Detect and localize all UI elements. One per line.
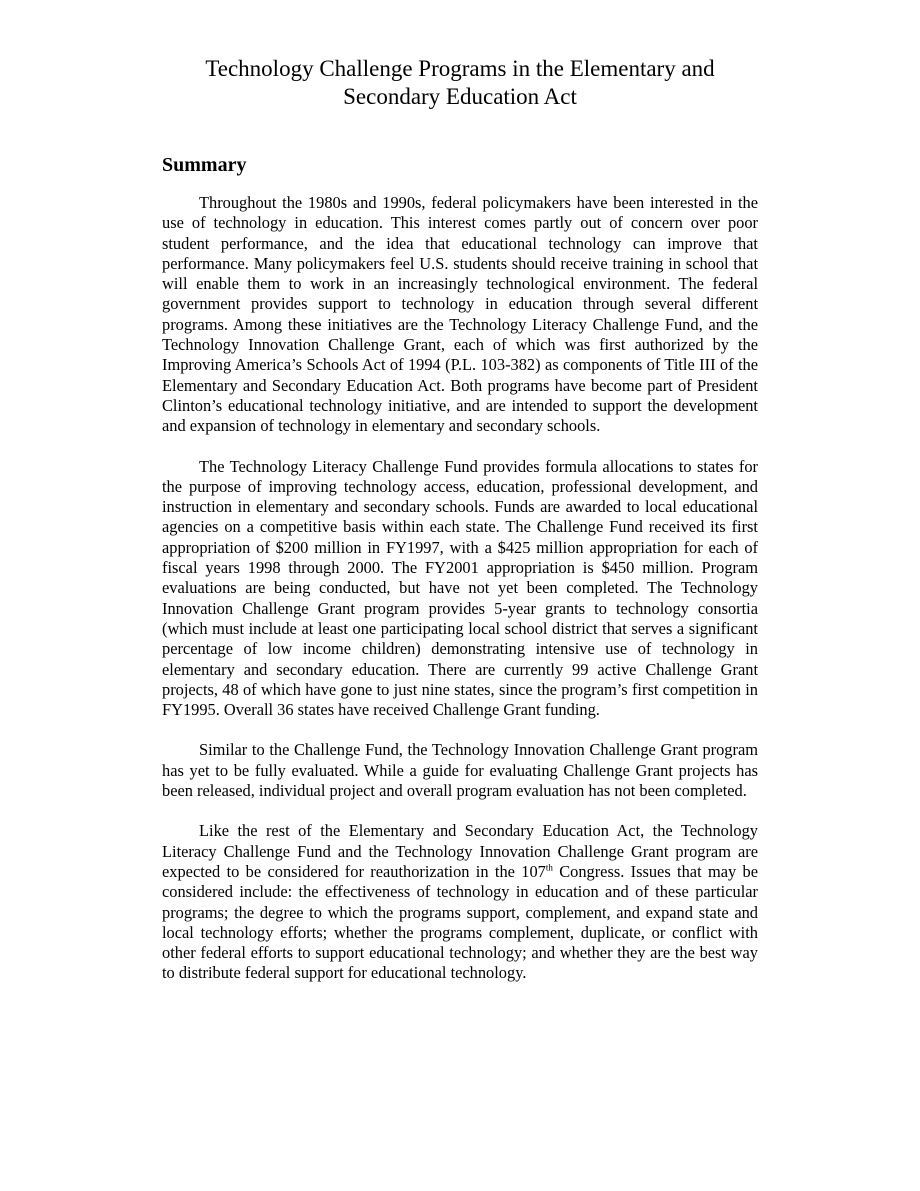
paragraph-4-text-after: Congress. Issues that may be considered include: the effectiveness of technology in education and of these particular programs; the degree to which the programs support, complement, and expand state and local technology efforts; whether the programs complement, duplicate, or conflict with other federal efforts to support educational technology; and whether they are the best way to distribute federal support for educational technology. (162, 861, 758, 983)
summary-paragraph-3: Similar to the Challenge Fund, the Technology Innovation Challenge Grant program has yet to be fully evaluated. While a guide for evaluating Challenge Grant projects has been released, individual project and overall program evaluation has not been completed. (162, 740, 758, 801)
summary-paragraph-2: The Technology Literacy Challenge Fund provides formula allocations to states for the purpose of improving technology access, education, professional development, and instruction in elementary and secondary schools. Funds are awarded to local educational agencies on a competitive basis within each state. The Challenge Fund received its first appropriation of $200 million in FY1997, with a $425 million appropriation for each of fiscal years 1998 through 2000. The FY2001 appropriation is $450 million. Program evaluations are being conducted, but have not yet been completed. The Technology Innovation Challenge Grant program provides 5-year grants to technology consortia (which must include at least one participating local school district that serves a significant percentage of low income children) demonstrating intensive use of technology in elementary and secondary education. There are currently 99 active Challenge Grant projects, 48 of which have gone to just nine states, since the program’s first competition in FY1995. Overall 36 states have received Challenge Grant funding. (162, 456, 758, 720)
document-title-line-2: Secondary Education Act (343, 84, 577, 109)
document-title (162, 55, 758, 111)
section-heading-summary: Summary (162, 154, 247, 176)
summary-paragraph-4 (162, 821, 758, 983)
paragraph-4-text-before: Like the rest of the Elementary and Secondary Education Act, the Technology Literacy Challenge Fund and the Technology Innovation Challenge Grant program are expected to be considered for reauthorization in the 107 (162, 821, 758, 881)
document-page (162, 55, 758, 984)
document-title-line-1: Technology Challenge Programs in the Elementary and (205, 56, 715, 81)
summary-paragraph-1: Throughout the 1980s and 1990s, federal policymakers have been interested in the use of technology in education. This interest comes partly out of concern over poor student performance, and the idea that educational technology can improve that performance. Many policymakers feel U.S. students should receive training in school that will enable them to work in an increasingly technological environment. The federal government provides support to technology in education through several different programs. Among these initiatives are the Technology Literacy Challenge Fund, and the Technology Innovation Challenge Grant, each of which was first authorized by the Improving America’s Schools Act of 1994 (P.L. 103-382) as components of Title III of the Elementary and Secondary Education Act. Both programs have become part of President Clinton’s educational technology initiative, and are intended to support the development and expansion of technology in elementary and secondary schools. (162, 193, 758, 436)
ordinal-superscript: th (545, 862, 553, 873)
